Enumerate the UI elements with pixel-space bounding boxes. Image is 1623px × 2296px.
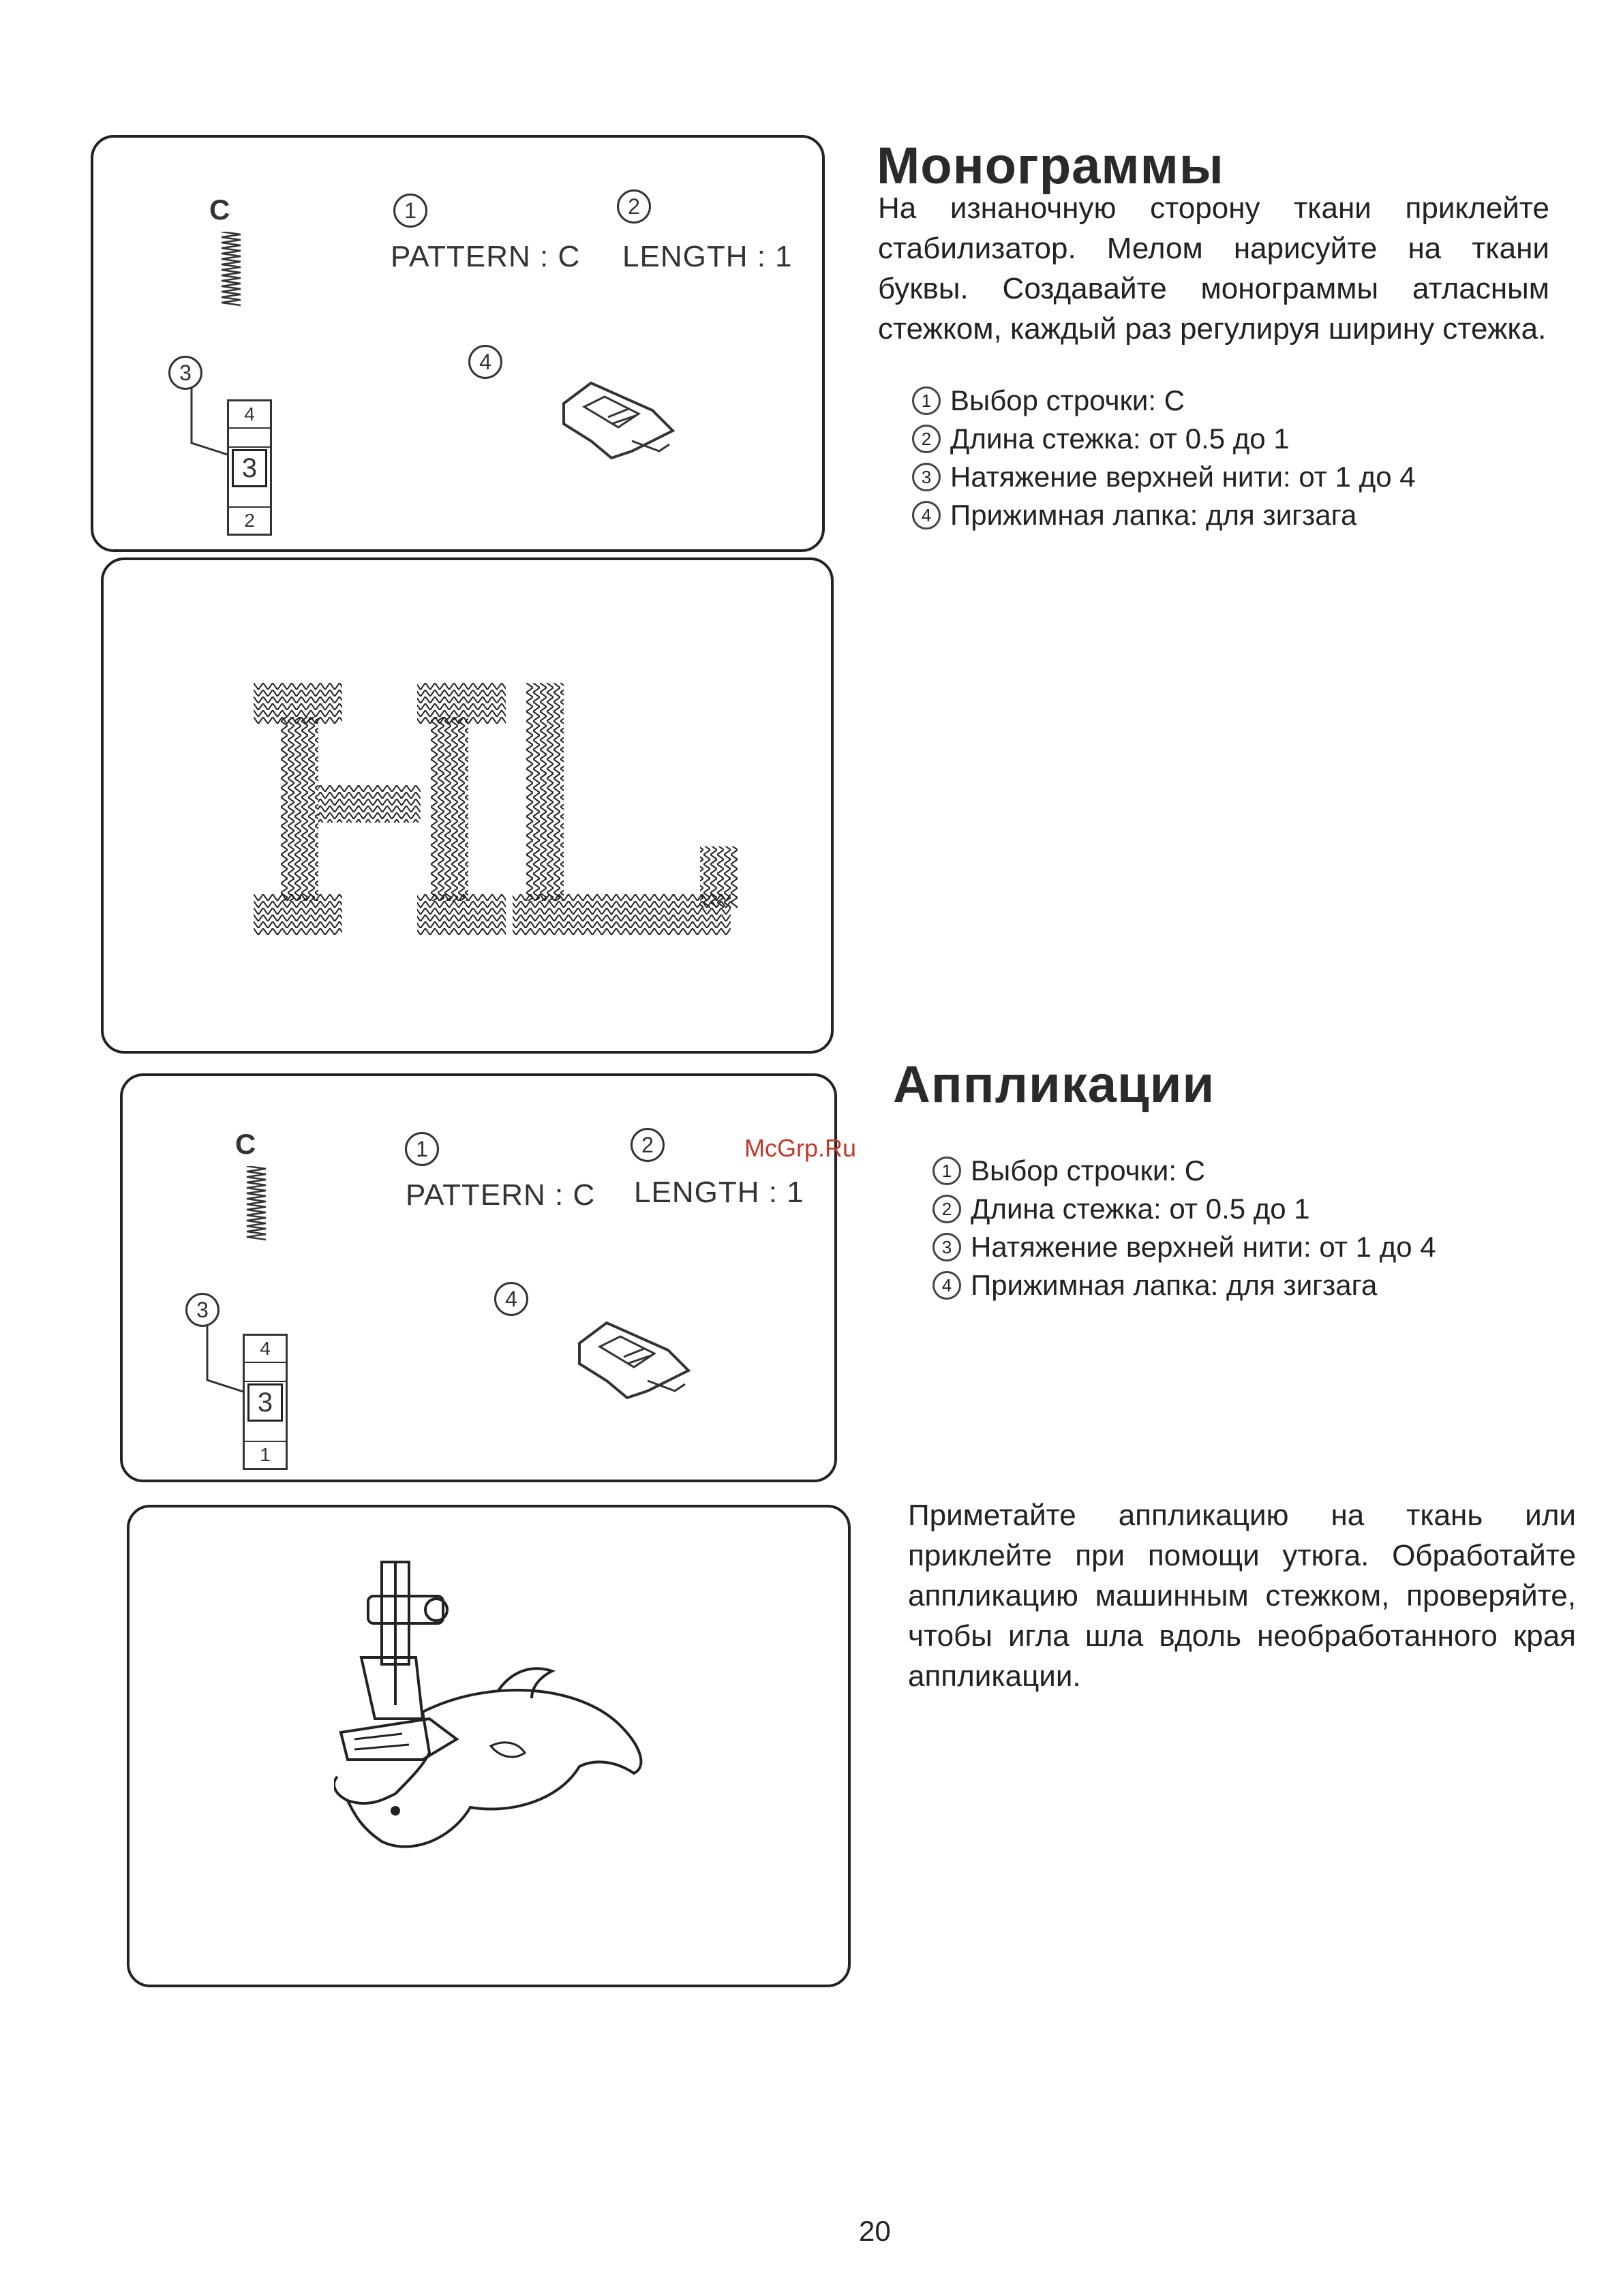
list-number: 3	[912, 463, 941, 491]
list-text: Выбор строчки: С	[971, 1154, 1206, 1187]
length-label: LENGTH : 1	[634, 1176, 804, 1209]
marker-1: 1	[405, 1132, 439, 1166]
monogram-letters-image	[254, 683, 853, 942]
dial-value-bottom: 2	[244, 510, 255, 531]
dial-value-selected: 3	[232, 449, 267, 487]
list-number: 4	[932, 1271, 961, 1300]
list-item	[932, 1190, 1436, 1228]
satin-stitch-icon	[220, 232, 242, 307]
length-label: LENGTH : 1	[622, 240, 793, 273]
monograms-heading: Монограммы	[877, 137, 1224, 195]
applique-paragraph: Приметайте аппликацию на ткань или приклейте при помощи утюга. Обработайте аппликацию машинным стежком, проверяйте, чтобы игла шла вдоль необработанного края аппликации.	[908, 1499, 1576, 1693]
stitch-letter: C	[235, 1128, 256, 1160]
marker-3: 3	[185, 1293, 219, 1327]
applique-illustration-panel	[127, 1505, 851, 1987]
applique-heading: Аппликации	[893, 1056, 1215, 1114]
dial-value-top: 4	[229, 401, 270, 429]
list-text: Выбор строчки: С	[950, 384, 1185, 416]
zigzag-foot-icon	[550, 376, 686, 465]
marker-3: 3	[168, 356, 202, 390]
dial-value-top: 4	[245, 1336, 286, 1363]
dial-value-bottom: 1	[260, 1444, 271, 1465]
tension-dial	[243, 1334, 288, 1470]
monogram-sample-panel	[101, 557, 834, 1054]
list-item	[912, 382, 1416, 420]
marker-2: 2	[617, 189, 651, 224]
pattern-label: PATTERN : C	[391, 240, 581, 273]
list-text: Длина стежка: от 0.5 до 1	[950, 423, 1290, 455]
list-item	[912, 496, 1416, 534]
list-item	[912, 458, 1416, 496]
list-number: 2	[932, 1195, 961, 1223]
marker-4: 4	[468, 345, 502, 379]
watermark: McGrp.Ru	[744, 1134, 857, 1162]
list-item	[932, 1152, 1436, 1190]
stitch-letter: C	[209, 194, 230, 226]
monogram-settings-panel	[91, 135, 825, 552]
sewing-foot-dolphin-illustration	[334, 1555, 757, 1950]
dial-value-selected: 3	[247, 1383, 283, 1422]
list-number: 1	[932, 1157, 961, 1185]
list-item	[932, 1266, 1436, 1304]
list-number: 3	[932, 1233, 961, 1261]
marker-4: 4	[494, 1282, 528, 1316]
pattern-label: PATTERN : C	[406, 1178, 596, 1212]
list-text: Прижимная лапка: для зигзага	[950, 499, 1357, 531]
marker-2: 2	[631, 1128, 665, 1162]
zigzag-foot-icon	[566, 1316, 702, 1405]
list-number: 1	[912, 386, 941, 415]
list-text: Прижимная лапка: для зигзага	[971, 1269, 1378, 1301]
list-text: Натяжение верхней нити: от 1 до 4	[971, 1231, 1436, 1263]
monograms-settings-list	[912, 382, 1416, 534]
list-text: Длина стежка: от 0.5 до 1	[971, 1193, 1310, 1225]
page-number: 20	[859, 2215, 891, 2247]
list-number: 4	[912, 501, 941, 530]
satin-stitch-icon	[245, 1166, 267, 1241]
list-number: 2	[912, 425, 941, 453]
monograms-paragraph: На изнаночную сторону ткани приклейте стабилизатор. Мелом нарисуйте на ткани буквы. Создавайте монограммы атласным стежком, каждый раз регулируя ширину стежка.	[878, 192, 1549, 346]
applique-settings-panel	[120, 1073, 837, 1482]
list-item	[912, 420, 1416, 458]
applique-settings-list	[932, 1152, 1436, 1304]
list-text: Натяжение верхней нити: от 1 до 4	[950, 461, 1416, 493]
tension-dial	[227, 399, 272, 536]
list-item	[932, 1228, 1436, 1266]
marker-1: 1	[393, 194, 427, 228]
